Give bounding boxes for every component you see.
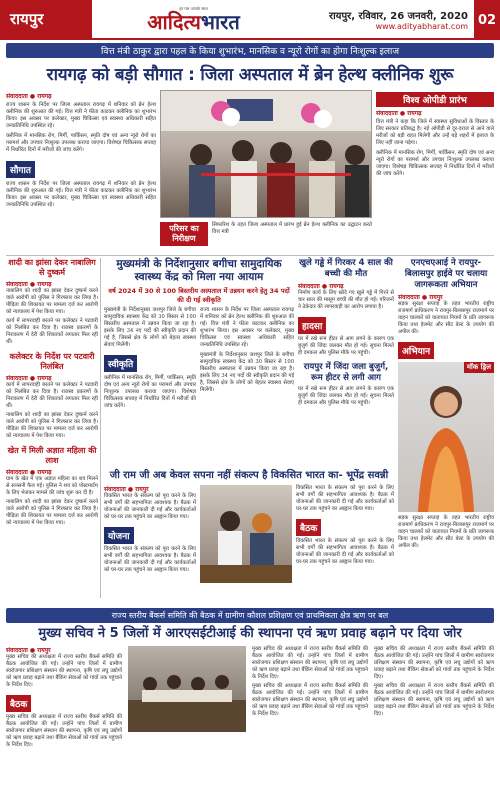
ram-story-photo bbox=[200, 485, 292, 583]
website-link[interactable]: www.adityabharat.com bbox=[375, 21, 468, 31]
left-story-3-head: खेत में मिली अज्ञात महिला की लाश bbox=[7, 446, 97, 465]
city-label: रायपुर bbox=[0, 0, 92, 38]
left-story-3-byline: संवाददाता ● रायगढ़ bbox=[6, 469, 52, 476]
left-story-2-text-b: नाबालिग को शादी का झांसा देकर दुष्कर्म करने वाले आरोपी को पुलिस ने गिरफ्तार कर लिया है। पीड़िता की शिकायत पर मामला दर्ज कर आरोपी को न्यायालय में पेश किया गया। bbox=[6, 412, 98, 439]
mid-story-tag: स्वीकृति bbox=[104, 355, 137, 372]
right-byline: संवाददाता ● रायगढ़ bbox=[376, 110, 422, 117]
fire-story-head: रायपुर में जिंदा जला बुजुर्ग, रूम हीटर से लगी आग bbox=[303, 362, 389, 383]
nh-story bbox=[398, 258, 494, 550]
well-story-text: निर्माण कार्य के लिए खोदे गए खुले गड्ढे में गिरने से चार साल की मासूम बच्ची की मौत हो गई। परिजनों ने ठेकेदार की लापरवाही का आरोप लगाया है। bbox=[298, 290, 394, 310]
logo bbox=[92, 0, 295, 38]
ram-story-text-b: विकसित भारत के संकल्प को पूरा करने के लिए सभी वर्गों की सहभागिता आवश्यक है। बैठक में योजनाओं की जानकारी दी गई और कार्यकर्ताओं को घर-घर तक पहुंचने का आह्वान किया गया। bbox=[104, 546, 196, 573]
nh-story-head: एनएचएआई ने रायपुर-बिलासपुर हाईवे पर चलाया जागरूकता अभियान bbox=[404, 258, 488, 290]
divider bbox=[6, 255, 494, 256]
lead-para-3: राज्य शासन के निर्देश पर जिला अस्पताल रायगढ़ में शनिवार को ब्रेन हेल्थ क्लीनिक की शुरुआत की गई। वित्त मंत्री ने फीता काटकर क्लीनिक का शुभारंभ किया। इस अवसर पर कलेक्टर, मुख्य चिकित्सा एवं स्वास्थ्य अधिकारी सहित जनप्रतिनिधि उपस्थित रहे। bbox=[6, 181, 156, 208]
column-rule bbox=[100, 258, 101, 598]
ram-story-head: जी राम जी अब केवल सपना नहीं संकल्प है विकसित भारत का- भूपेंद्र सवन्नी bbox=[109, 470, 389, 481]
inauguration-photo bbox=[161, 91, 372, 218]
well-story-tag: हादसा bbox=[298, 317, 326, 334]
logo-name bbox=[147, 12, 239, 32]
left-story-1-text-b: कार्य में लापरवाही बरतने पर कलेक्टर ने पटवारी को निलंबित कर दिया है। राजस्व प्रकरणों के निराकरण में देरी की शिकायतें लगातार मिल रही थीं। bbox=[6, 318, 98, 345]
nh-photo-caption: मॉक ड्रिल bbox=[464, 362, 494, 373]
meeting-photo bbox=[200, 485, 292, 583]
bottom-photo bbox=[128, 646, 246, 732]
logo-name-a: आदित्य bbox=[147, 10, 201, 34]
mid-story-text-d: मुख्यमंत्री के निर्देशानुसार जशपुर जिले के बगीचा सामुदायिक स्वास्थ्य केंद्र को 30 बिस्तर से 100 बिस्तरीय अस्पताल में उन्नयन किया जा रहा है। इसके लिए 34 नए पदों की स्वीकृति प्रदान की गई है, जिससे क्षेत्र के लोगों को बेहतर स्वास्थ्य सेवाएं मिलेंगी। bbox=[200, 352, 294, 393]
right-text-2: क्लीनिक में मानसिक रोग, मिर्गी, पार्किंसन, स्मृति दोष एवं अन्य न्यूरो रोगों का परामर्श और उपचार निःशुल्क उपलब्ध कराया जाएगा। विशेषज्ञ चिकित्सक सप्ताह में निर्धारित दिनों में मरीजों की जांच करेंगे। bbox=[376, 150, 494, 177]
right-column-head: विश्व ओपीडी प्रारंभ bbox=[376, 92, 494, 107]
left-column bbox=[6, 258, 98, 527]
mid-story-text-c: राज्य शासन के निर्देश पर जिला अस्पताल रायगढ़ में शनिवार को ब्रेन हेल्थ क्लीनिक की शुरुआत की गई। वित्त मंत्री ने फीता काटकर क्लीनिक का शुभारंभ किया। इस अवसर पर कलेक्टर, मुख्य चिकित्सा एवं स्वास्थ्य अधिकारी सहित जनप्रतिनिधि उपस्थित रहे। bbox=[200, 307, 294, 348]
nh-story-photo bbox=[398, 362, 494, 512]
lead-caption bbox=[160, 222, 372, 246]
mid-story-sub: वर्ष 2024 में 30 से 100 बिस्तरीय अस्पताल में उन्नयन करने हेतु 34 पदों की दी गई स्वीकृति bbox=[108, 287, 290, 304]
left-story-3-text-b: नाबालिग को शादी का झांसा देकर दुष्कर्म करने वाले आरोपी को पुलिस ने गिरफ्तार कर लिया है। पीड़िता की शिकायत पर मामला दर्ज कर आरोपी को न्यायालय में पेश किया गया। bbox=[6, 499, 98, 526]
bottom-text-4: मुख्य सचिव की अध्यक्षता में राज्य स्तरीय बैंकर्स समिति की बैठक आयोजित की गई। उन्होंने पांच जिलों में ग्रामीण स्वरोजगार प्रशिक्षण संस्थान की स्थापना, कृषि एवं लघु उद्योगों को ऋण प्रवाह बढ़ाने तथा बैंकिंग सेवाओं को गांवों तक पहुंचाने के निर्देश दिए। bbox=[252, 683, 369, 717]
mid-story-head: मुख्यमंत्री के निर्देशानुसार बगीचा सामुदायिक स्वास्थ्य केंद्र को मिला नया आयाम bbox=[116, 258, 282, 283]
left-story-2-text: कार्य में लापरवाही बरतने पर कलेक्टर ने पटवारी को निलंबित कर दिया है। राजस्व प्रकरणों के निराकरण में देरी की शिकायतें लगातार मिल रही थीं। bbox=[6, 382, 98, 409]
well-story-byline: संवाददाता ● रायगढ़ bbox=[298, 283, 344, 290]
lead-headline: रायगढ़ को बड़ी सौगात : जिला अस्पताल में ब्रेन हेल्थ क्लीनिक शुरू bbox=[46, 65, 454, 85]
lead-para-2: क्लीनिक में मानसिक रोग, मिर्गी, पार्किंसन, स्मृति दोष एवं अन्य न्यूरो रोगों का परामर्श और उपचार निःशुल्क उपलब्ध कराया जाएगा। विशेषज्ञ चिकित्सक सप्ताह में निर्धारित दिनों में मरीजों की जांच करेंगे। bbox=[6, 133, 156, 153]
well-story bbox=[298, 258, 394, 407]
top-strip: वित्त मंत्री ठाकुर द्वारा पहल के किया शुभारंभ, मानसिक व न्यूरो रोगों का होगा निःशुल्क इलाज bbox=[6, 43, 494, 58]
well-story-head: खुले गड्ढे में गिरकर 4 साल की बच्ची की मौत bbox=[299, 258, 393, 279]
nh-story-byline: संवाददाता ● रायपुर bbox=[398, 294, 443, 301]
left-story-3-text: ग्राम के खेत में एक अज्ञात महिला का शव मिलने से सनसनी फैल गई। पुलिस ने शव को पोस्टमार्टम के लिए भेजकर मामले की जांच शुरू कर दी है। bbox=[6, 476, 98, 496]
well-story-text-b: घर में रखे रूम हीटर से आग लगने के कारण एक बुजुर्ग की जिंदा जलकर मौत हो गई। सूचना मिलते ही दमकल और पुलिस मौके पर पहुंची। bbox=[298, 336, 394, 356]
logo-name-b: भारत bbox=[200, 10, 240, 34]
ram-story bbox=[104, 470, 394, 583]
right-text-1: वित्त मंत्री ने कहा कि जिले में स्वास्थ्य सुविधाओं के विस्तार के लिए सरकार प्रतिबद्ध है। नई ओपीडी से दूर-दराज से आने वाले मरीजों को बड़ी राहत मिलेगी और उन्हें बड़े शहरों में इलाज के लिए नहीं जाना पड़ेगा। bbox=[376, 119, 494, 146]
ram-story-text-c: विकसित भारत के संकल्प को पूरा करने के लिए सभी वर्गों की सहभागिता आवश्यक है। बैठक में योजनाओं की जानकारी दी गई और कार्यकर्ताओं को घर-घर तक पहुंचने का आह्वान किया गया। bbox=[296, 485, 394, 512]
bottom-text-1: मुख्य सचिव की अध्यक्षता में राज्य स्तरीय बैंकर्स समिति की बैठक आयोजित की गई। उन्होंने पांच जिलों में ग्रामीण स्वरोजगार प्रशिक्षण संस्थान की स्थापना, कृषि एवं लघु उद्योगों को ऋण प्रवाह बढ़ाने तथा बैंकिंग सेवाओं को गांवों तक पहुंचाने के निर्देश दिए। bbox=[6, 654, 123, 688]
left-story-2-head: कलेक्टर के निर्देश पर पटवारी निलंबित bbox=[9, 352, 95, 371]
nh-story-text-b: सड़क सुरक्षा सप्ताह के तहत भारतीय राष्ट्रीय राजमार्ग प्राधिकरण ने रायपुर-बिलासपुर राजमार्ग पर वाहन चालकों को यातायात नियमों के प्रति जागरूक किया तथा हेलमेट और सीट बेल्ट के उपयोग की अपील की। bbox=[398, 515, 494, 549]
lead-photo bbox=[160, 90, 372, 218]
ram-story-byline: संवाददाता ● रायपुर bbox=[104, 486, 149, 493]
mid-story-text-b: क्लीनिक में मानसिक रोग, मिर्गी, पार्किंसन, स्मृति दोष एवं अन्य न्यूरो रोगों का परामर्श और उपचार निःशुल्क उपलब्ध कराया जाएगा। विशेषज्ञ चिकित्सक सप्ताह में निर्धारित दिनों में मरीजों की जांच करेंगे। bbox=[104, 375, 196, 409]
masthead-info bbox=[295, 0, 500, 38]
right-column bbox=[376, 92, 494, 178]
lead-para-1: राज्य शासन के निर्देश पर जिला अस्पताल रायगढ़ में शनिवार को ब्रेन हेल्थ क्लीनिक की शुरुआत की गई। वित्त मंत्री ने फीता काटकर क्लीनिक का शुभारंभ किया। इस अवसर पर कलेक्टर, मुख्य चिकित्सा एवं स्वास्थ्य अधिकारी सहित जनप्रतिनिधि उपस्थित रहे। bbox=[6, 102, 156, 129]
caption-text: सिफारिश के तहत जिला अस्पताल में प्रारंभ हुई ब्रेन हेल्थ क्लीनिक का उद्घाटन करते वित्त मंत्री bbox=[212, 222, 372, 235]
fire-story-text: घर में रखे रूम हीटर से आग लगने के कारण एक बुजुर्ग की जिंदा जलकर मौत हो गई। सूचना मिलते ही दमकल और पुलिस मौके पर पहुंची। bbox=[298, 386, 394, 406]
lead-byline: संवाददाता ● रायगढ़ bbox=[6, 93, 52, 100]
lead-story-text bbox=[6, 92, 156, 209]
lead-tag: सौगात bbox=[6, 161, 35, 178]
woman-photo bbox=[398, 362, 494, 512]
bottom-text-3: मुख्य सचिव की अध्यक्षता में राज्य स्तरीय बैंकर्स समिति की बैठक आयोजित की गई। उन्होंने पांच जिलों में ग्रामीण स्वरोजगार प्रशिक्षण संस्थान की स्थापना, कृषि एवं लघु उद्योगों को ऋण प्रवाह बढ़ाने तथा बैंकिंग सेवाओं को गांवों तक पहुंचाने के निर्देश दिए। bbox=[252, 646, 369, 680]
issue-date: रायपुर, रविवार, 26 जनवरी, 2020 bbox=[328, 10, 468, 22]
ram-story-tag: योजना bbox=[104, 527, 134, 544]
bottom-text-6: मुख्य सचिव की अध्यक्षता में राज्य स्तरीय बैंकर्स समिति की बैठक आयोजित की गई। उन्होंने पांच जिलों में ग्रामीण स्वरोजगार प्रशिक्षण संस्थान की स्थापना, कृषि एवं लघु उद्योगों को ऋण प्रवाह बढ़ाने तथा बैंकिंग सेवाओं को गांवों तक पहुंचाने के निर्देश दिए। bbox=[374, 683, 494, 717]
masthead bbox=[0, 0, 500, 40]
nh-story-tag: अभियान bbox=[398, 342, 434, 359]
left-story-2-byline: संवाददाता ● रायगढ़ bbox=[6, 375, 52, 382]
ram-story-text: विकसित भारत के संकल्प को पूरा करने के लिए सभी वर्गों की सहभागिता आवश्यक है। बैठक में योजनाओं की जानकारी दी गई और कार्यकर्ताओं को घर-घर तक पहुंचने का आह्वान किया गया। bbox=[104, 493, 196, 520]
bottom-headline: मुख्य सचिव ने 5 जिलों में आरएसईटीआई की स्थापना एवं ऋण प्रवाह बढ़ाने पर दिया जोर bbox=[38, 626, 462, 641]
page-number: 02 bbox=[474, 0, 500, 40]
caption-tag: परिसर का निरीक्षण bbox=[160, 222, 208, 246]
bottom-byline: संवाददाता ● रायपुर bbox=[6, 647, 51, 654]
bottom-tag: बैठक bbox=[6, 695, 31, 712]
bottom-text-2: मुख्य सचिव की अध्यक्षता में राज्य स्तरीय बैंकर्स समिति की बैठक आयोजित की गई। उन्होंने पांच जिलों में ग्रामीण स्वरोजगार प्रशिक्षण संस्थान की स्थापना, कृषि एवं लघु उद्योगों को ऋण प्रवाह बढ़ाने तथा बैंकिंग सेवाओं को गांवों तक पहुंचाने के निर्देश दिए। bbox=[6, 714, 123, 748]
ram-story-text-d: विकसित भारत के संकल्प को पूरा करने के लिए सभी वर्गों की सहभागिता आवश्यक है। बैठक में योजनाओं की जानकारी दी गई और कार्यकर्ताओं को घर-घर तक पहुंचने का आह्वान किया गया। bbox=[296, 538, 394, 565]
bottom-story bbox=[6, 608, 494, 749]
bottom-text-5: मुख्य सचिव की अध्यक्षता में राज्य स्तरीय बैंकर्स समिति की बैठक आयोजित की गई। उन्होंने पांच जिलों में ग्रामीण स्वरोजगार प्रशिक्षण संस्थान की स्थापना, कृषि एवं लघु उद्योगों को ऋण प्रवाह बढ़ाने तथा बैंकिंग सेवाओं को गांवों तक पहुंचाने के निर्देश दिए। bbox=[374, 646, 494, 680]
left-story-1-byline: संवाददाता ● रायगढ़ bbox=[6, 281, 52, 288]
logo-tagline: हर पल आपके साथ bbox=[179, 6, 208, 11]
mid-story-text: मुख्यमंत्री के निर्देशानुसार जशपुर जिले के बगीचा सामुदायिक स्वास्थ्य केंद्र को 30 बिस्तर से 100 बिस्तरीय अस्पताल में उन्नयन किया जा रहा है। इसके लिए 34 नए पदों की स्वीकृति प्रदान की गई है, जिससे क्षेत्र के लोगों को बेहतर स्वास्थ्य सेवाएं मिलेंगी। bbox=[104, 307, 196, 348]
bankers-meeting-photo bbox=[128, 646, 246, 732]
nh-story-text: सड़क सुरक्षा सप्ताह के तहत भारतीय राष्ट्रीय राजमार्ग प्राधिकरण ने रायपुर-बिलासपुर राजमार्ग पर वाहन चालकों को यातायात नियमों के प्रति जागरूक किया तथा हेलमेट और सीट बेल्ट के उपयोग की अपील की। bbox=[398, 301, 494, 335]
bottom-strip: राज्य स्तरीय बैंकर्स समिति की बैठक में ग्रामीण कौशल प्रशिक्षण एवं प्राथमिकता क्षेत्र ऋण पर बल bbox=[6, 608, 494, 623]
ram-story-tag-2: बैठक bbox=[296, 519, 321, 536]
left-story-1-text: नाबालिग को शादी का झांसा देकर दुष्कर्म करने वाले आरोपी को पुलिस ने गिरफ्तार कर लिया है। पीड़िता की शिकायत पर मामला दर्ज कर आरोपी को न्यायालय में पेश किया गया। bbox=[6, 288, 98, 315]
left-story-1-head: शादी का झांसा देकर नाबालिग से दुष्कर्म bbox=[8, 258, 96, 277]
mid-story bbox=[104, 258, 294, 410]
